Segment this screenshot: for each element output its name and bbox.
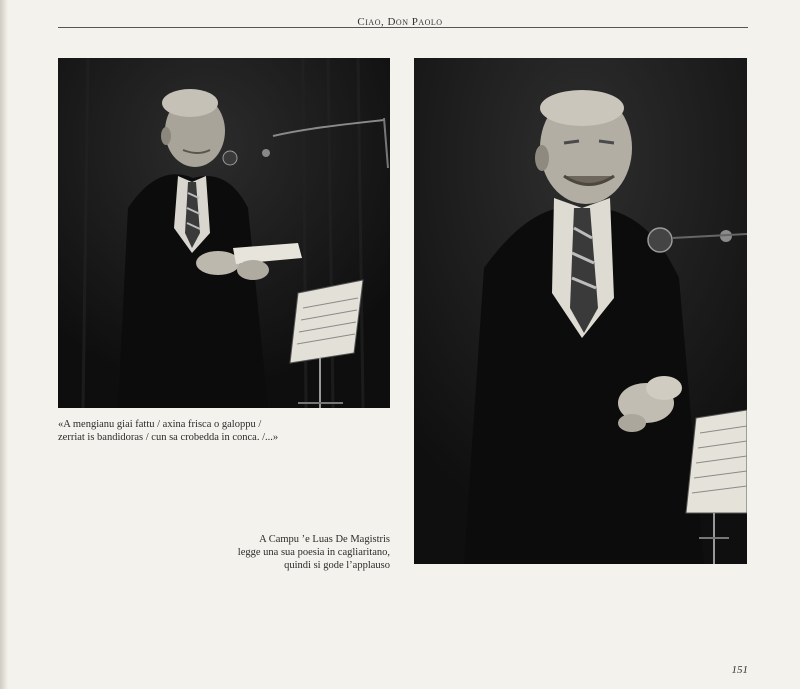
running-head: Ciao, Don Paolo <box>357 16 443 28</box>
caption-line: quindi si gode l’applauso <box>284 560 390 571</box>
poem-line: zerriat is bandidoras / cun sa crobedda in conca. /...» <box>58 432 279 443</box>
caption-line: A Campu ’e Luas De Magistris <box>259 534 390 545</box>
page-number: 151 <box>731 664 748 676</box>
photo-caption <box>210 533 390 572</box>
header-rule <box>58 27 748 28</box>
caption-line: legge una sua poesia in cagliaritano, <box>237 547 390 558</box>
photo-applause-illustration <box>414 58 747 564</box>
photo-applause <box>414 58 747 564</box>
page-edge-shadow <box>0 0 8 689</box>
photo-reading-illustration <box>58 58 390 408</box>
poem-line: «A mengianu giai fattu / axina frisca o galoppu / <box>58 419 262 430</box>
poem-caption <box>58 418 398 444</box>
photo-reading <box>58 58 390 408</box>
